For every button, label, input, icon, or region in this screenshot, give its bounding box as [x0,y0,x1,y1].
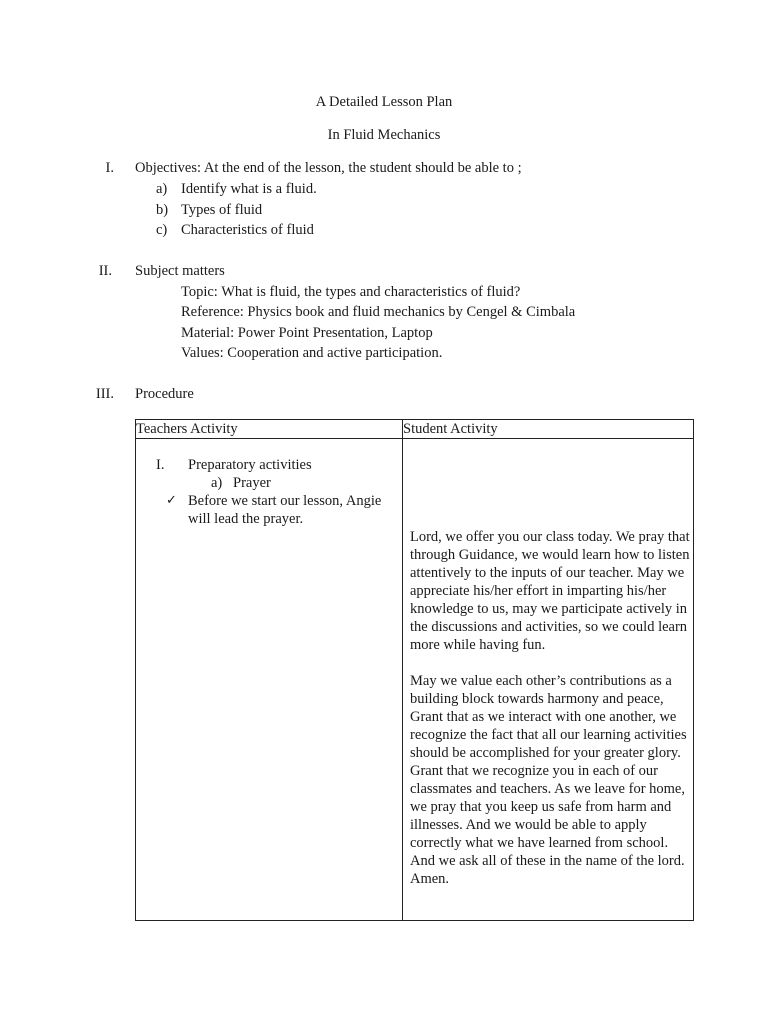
subject-reference: Reference: Physics book and fluid mechanics by Cengel & Cimbala [181,304,576,320]
subject-matters-numeral: II. [98,263,112,279]
objective-letter: a) [156,181,168,197]
teacher-numeral: I. [156,457,165,473]
objective-letter: c) [156,222,168,238]
objective-letter: b) [156,202,169,218]
teacher-activity-header: Teachers Activity [136,420,403,439]
objectives-numeral: I. [105,160,114,176]
subject-matters-heading: Subject matters [135,263,225,279]
teacher-instruction-line: will lead the prayer. [188,511,304,527]
check-icon: ✓ [166,493,177,508]
teacher-activity-cell [136,439,403,921]
student-activity-header: Student Activity [403,420,694,439]
procedure-numeral: III. [95,386,114,402]
student-activity-cell [403,439,694,921]
objectives-heading: Objectives: At the end of the lesson, the student should be able to ; [135,160,522,176]
teacher-sub-letter: a) [211,475,223,491]
teacher-sub-text: Prayer [233,475,271,491]
teacher-instruction-line: Before we start our lesson, Angie [188,493,382,509]
student-prayer-paragraph: Lord, we offer you our class today. We pray that through Guidance, we would learn how to listen attentively to the inputs of our teacher. May we appreciate his/her effort in imparting his/her knowledge to us, may we participate actively in the discussions and activities, so we could learn more while having fun. [410,529,690,653]
subject-values: Values: Cooperation and active participation. [181,345,443,361]
student-prayer-paragraph: And we ask all of these in the name of the lord. Amen. [410,853,685,887]
subject-topic: Topic: What is fluid, the types and characteristics of fluid? [181,284,521,300]
objective-text: Identify what is a fluid. [181,181,317,197]
document-subtitle: In Fluid Mechanics [327,127,441,143]
objective-text: Characteristics of fluid [181,222,314,238]
subject-material: Material: Power Point Presentation, Laptop [181,325,433,341]
teacher-heading: Preparatory activities [188,457,312,473]
student-prayer-paragraph: May we value each other’s contributions as a building block towards harmony and peace, Grant that as we interact with one another, we recognize the fact that all our learning activities should be accomplished for your greater glory. Grant that we recognize you in each of our classmates and teachers. As we leave for home, we pray that you keep us safe from harm and illnesses. And we would be able to apply correctly what we have learned from school. [410,673,687,851]
procedure-table [135,419,694,921]
objective-text: Types of fluid [181,202,263,218]
document-title: A Detailed Lesson Plan [315,94,453,110]
procedure-heading: Procedure [135,386,194,402]
